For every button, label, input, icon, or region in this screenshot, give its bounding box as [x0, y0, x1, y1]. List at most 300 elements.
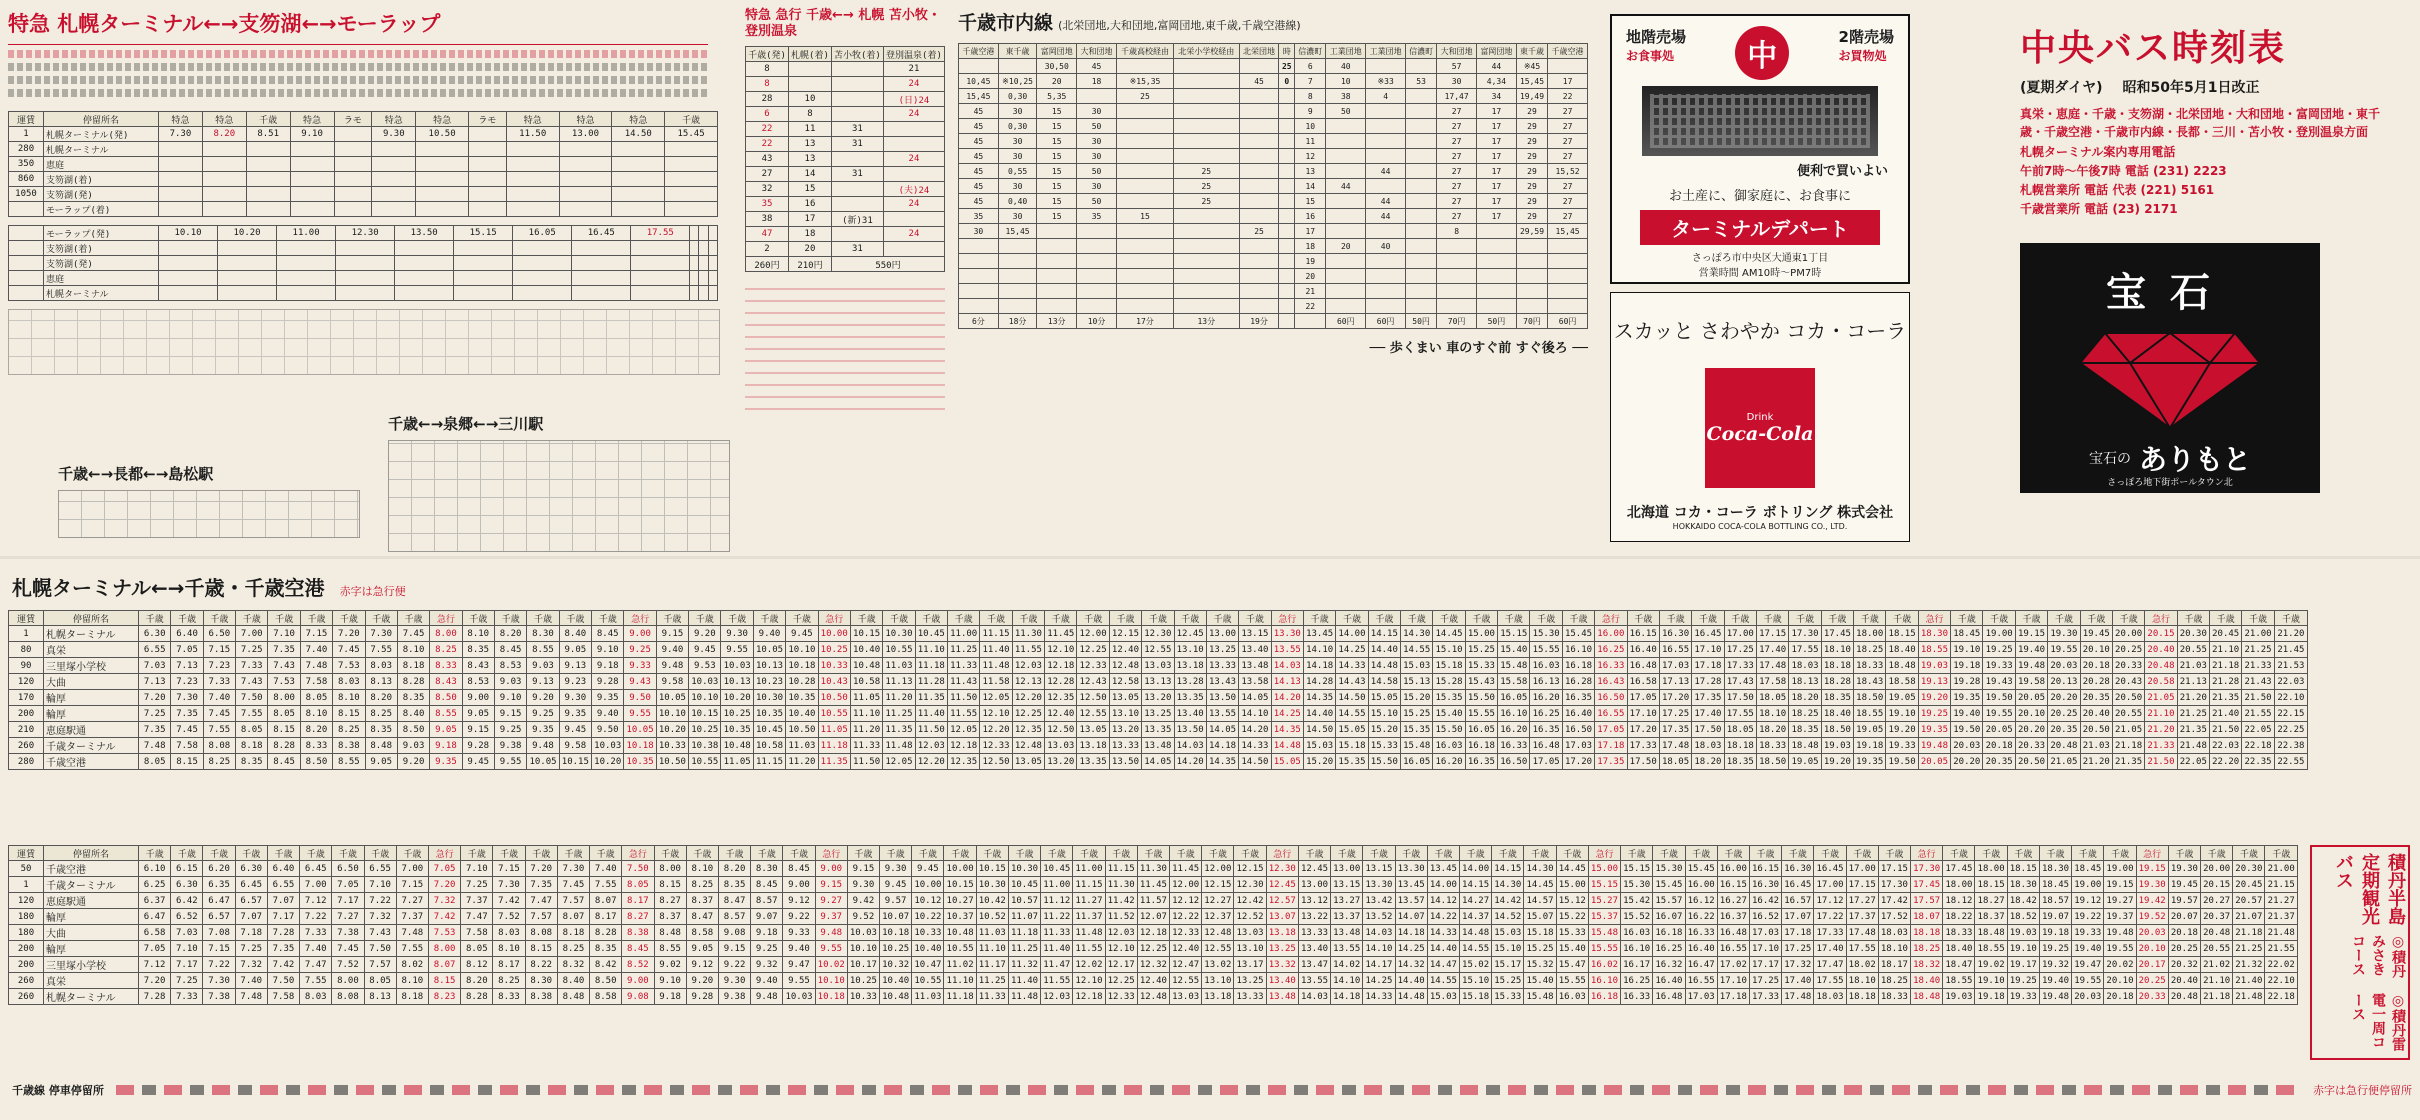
- time-cell: 11.27: [1073, 893, 1105, 909]
- time-cell: 8.18: [396, 989, 428, 1005]
- time-cell: 22.10: [2265, 973, 2298, 989]
- time-cell: 9.35: [430, 754, 462, 770]
- time-cell: 17.05: [1595, 722, 1627, 738]
- time-cell: 8.25: [557, 941, 589, 957]
- time-cell: 7.00: [396, 861, 428, 877]
- time-cell: 18.52: [2007, 909, 2039, 925]
- time-cell: 20.05: [1918, 754, 1950, 770]
- time-cell: 10.40: [912, 941, 944, 957]
- time-cell: 10.57: [1008, 893, 1040, 909]
- time-cell: 21.43: [2242, 674, 2274, 690]
- time-cell: 7.43: [364, 925, 396, 941]
- time-cell: 13.28: [1174, 674, 1206, 690]
- route3-title: 千歳←→長都←→島松駅: [58, 465, 214, 483]
- time-cell: 8.37: [686, 893, 718, 909]
- time-cell: 8.23: [428, 989, 460, 1005]
- time-cell: 14.30: [1524, 861, 1556, 877]
- time-cell: 16.13: [1530, 674, 1562, 690]
- time-cell: 18.50: [1854, 690, 1886, 706]
- time-cell: 9.15: [656, 626, 688, 642]
- time-cell: 8.10: [300, 706, 332, 722]
- time-cell: 7.17: [267, 909, 299, 925]
- time-cell: 8.43: [430, 674, 462, 690]
- time-cell: 16.15: [1749, 861, 1781, 877]
- time-cell: 8.22: [525, 957, 557, 973]
- time-cell: 11.00: [1041, 877, 1073, 893]
- time-cell: 21.50: [2242, 690, 2274, 706]
- time-cell: 6.25: [139, 877, 171, 893]
- time-cell: 16.55: [1717, 941, 1749, 957]
- table-row: 260 真栄 7.20 7.25 7.30 7.40 7.50 7.55 8.00 8.05 8.10 8.15 8.20 8.25 8.30 8.40 8.50 9.00 9.10 9.20 9.30 9.40 9.55 10.10 10.25 10.40 10.55 11.10 11.25 11.40 11.55 12.10 12.25 12.40 12.55 13.10 13.25 13.40 13.55 14.10 14.25 14.40 14.55 15.10 15.25 15.40 15.55 16.10 16.25 16.40 16.55 17.10 17.25 17.40 17.55 18.10 18.25 18.40 18.55 19.10 19.25 19.40 19.55 20.10 20.25 20.40 21.10 21.40 22.10: [9, 973, 2298, 989]
- time-cell: 18.40: [1821, 706, 1853, 722]
- time-cell: 12.33: [1077, 658, 1109, 674]
- time-cell: 19.48: [2015, 658, 2047, 674]
- time-cell: 21.18: [2233, 925, 2265, 941]
- time-cell: 12.55: [1202, 941, 1234, 957]
- time-cell: 7.37: [396, 909, 428, 925]
- time-cell: 20.43: [2112, 674, 2144, 690]
- table-row: 10,45 ※10,25 20 18 ※15,35 45 0 7 10 ※33 53 30 4,34 15,45 17: [959, 74, 1588, 89]
- time-cell: 13.45: [1427, 861, 1459, 877]
- time-cell: 17.32: [1782, 957, 1814, 973]
- time-cell: 7.45: [397, 626, 429, 642]
- time-cell: 15.02: [1459, 957, 1491, 973]
- col-4: 特急: [290, 112, 334, 127]
- time-cell: 9.38: [718, 989, 750, 1005]
- time-cell: 17.40: [1782, 973, 1814, 989]
- time-cell: 10.10: [847, 941, 879, 957]
- time-cell: 7.33: [300, 925, 332, 941]
- time-cell: 17.55: [1846, 941, 1878, 957]
- time-cell: 7.32: [235, 957, 267, 973]
- time-cell: 8.10: [333, 690, 365, 706]
- trip-header: 千歳: [1234, 846, 1266, 861]
- trip-header: 千歳: [1427, 846, 1459, 861]
- time-cell: 8.15: [654, 877, 686, 893]
- time-cell: 12.18: [947, 738, 979, 754]
- dept-address: さっぽろ市中央区大通東1丁目: [1691, 253, 1829, 264]
- time-cell: 8.10: [397, 642, 429, 658]
- time-cell: 8.15: [525, 941, 557, 957]
- dept-slogan2: お土産に、御家庭に、お食事に: [1668, 189, 1851, 204]
- time-cell: 13.20: [1142, 690, 1174, 706]
- time-cell: 16.18: [1562, 658, 1594, 674]
- time-cell: 17.33: [1814, 925, 1846, 941]
- time-cell: 10.27: [944, 893, 976, 909]
- time-cell: 9.45: [912, 861, 944, 877]
- trip-header: 千歳: [1556, 846, 1588, 861]
- time-cell: 14.28: [1303, 674, 1335, 690]
- time-cell: 7.27: [396, 893, 428, 909]
- time-cell: 17.40: [1692, 706, 1724, 722]
- time-cell: 7.45: [171, 722, 203, 738]
- time-cell: 9.10: [654, 973, 686, 989]
- time-cell: 18.48: [1911, 989, 1943, 1005]
- time-cell: 12.35: [1045, 690, 1077, 706]
- cover-info-label: 札幌ターミナル案内専用電話: [2020, 145, 2176, 159]
- time-cell: 12.18: [1137, 925, 1169, 941]
- time-cell: 18.12: [1943, 893, 1975, 909]
- time-cell: 18.20: [1692, 754, 1724, 770]
- time-cell: 19.55: [1983, 706, 2015, 722]
- time-cell: 13.27: [1331, 893, 1363, 909]
- time-cell: 10.48: [880, 989, 912, 1005]
- time-cell: 12.07: [1137, 909, 1169, 925]
- time-cell: 11.20: [786, 754, 818, 770]
- time-cell: 12.48: [1137, 989, 1169, 1005]
- time-cell: 13.32: [1266, 957, 1298, 973]
- time-cell: 14.40: [1303, 706, 1335, 722]
- time-cell: 19.00: [1983, 626, 2015, 642]
- time-cell: 21.32: [2233, 957, 2265, 973]
- time-cell: 9.23: [559, 674, 591, 690]
- trip-header: 千歳: [1239, 611, 1271, 626]
- time-cell: 14.50: [1239, 754, 1271, 770]
- time-cell: 12.43: [1077, 674, 1109, 690]
- sightseeing-title: 積丹半島定期観光バス: [2333, 853, 2406, 925]
- time-cell: 18.40: [1886, 642, 1918, 658]
- route2-table: [388, 440, 730, 552]
- time-cell: 17.30: [1878, 877, 1910, 893]
- footer-left: 千歳線 停車停留所: [12, 1084, 104, 1097]
- coke-company: 北海道 コカ・コーラ ボトリング 株式会社: [1626, 505, 1894, 521]
- time-cell: 7.58: [300, 674, 332, 690]
- time-cell: 20.25: [2112, 642, 2144, 658]
- time-cell: 6.15: [171, 861, 203, 877]
- time-cell: 8.55: [654, 941, 686, 957]
- time-cell: 12.02: [1073, 957, 1105, 973]
- time-cell: 7.35: [268, 642, 300, 658]
- trip-header: 千歳: [980, 611, 1012, 626]
- time-cell: 8.25: [493, 973, 525, 989]
- time-cell: 13.37: [1331, 909, 1363, 925]
- table-row: 1050 支笏湖(発): [9, 187, 718, 202]
- table-row: 47 18 24: [746, 227, 945, 242]
- time-cell: 11.10: [915, 642, 947, 658]
- time-cell: 14.43: [1336, 674, 1368, 690]
- footer-right: 赤字は急行便停留所: [2313, 1084, 2412, 1097]
- time-cell: 14.10: [1331, 973, 1363, 989]
- cover-office1: 札幌営業所 電話 代表 (221) 5161: [2020, 183, 2215, 197]
- time-cell: 20.40: [2080, 706, 2112, 722]
- time-cell: 17.58: [1756, 674, 1788, 690]
- time-cell: 15.22: [1556, 909, 1588, 925]
- time-cell: 13.47: [1298, 957, 1330, 973]
- trip-header: 千歳: [268, 611, 300, 626]
- time-cell: 6.35: [203, 877, 235, 893]
- time-cell: 7.15: [396, 877, 428, 893]
- time-cell: 8.10: [686, 861, 718, 877]
- cover-office2: 千歳営業所 電話 (23) 2171: [2020, 202, 2178, 216]
- time-cell: 14.35: [1303, 690, 1335, 706]
- time-cell: 14.00: [1459, 861, 1491, 877]
- time-cell: 15.18: [1459, 989, 1491, 1005]
- time-cell: 7.15: [493, 861, 525, 877]
- time-cell: 22.20: [2210, 754, 2242, 770]
- time-cell: 7.28: [267, 925, 299, 941]
- trip-header: 千歳: [1524, 846, 1556, 861]
- time-cell: 20.28: [2080, 674, 2112, 690]
- trip-header: 千歳: [1854, 611, 1886, 626]
- time-cell: 11.20: [883, 690, 915, 706]
- time-cell: 17.17: [1749, 957, 1781, 973]
- time-cell: 20.18: [1983, 738, 2015, 754]
- time-cell: 22.05: [2177, 754, 2209, 770]
- time-cell: 11.03: [786, 738, 818, 754]
- time-cell: 14.45: [1433, 626, 1465, 642]
- time-cell: 15.15: [1498, 626, 1530, 642]
- time-cell: 13.07: [1266, 909, 1298, 925]
- time-cell: 19.35: [1951, 690, 1983, 706]
- trip-header: 千歳: [171, 846, 203, 861]
- time-cell: 8.35: [590, 941, 622, 957]
- trip-header: 千歳: [2007, 846, 2039, 861]
- time-cell: 11.37: [1073, 909, 1105, 925]
- time-cell: 20.05: [2015, 690, 2047, 706]
- trip-header: 千歳: [396, 846, 428, 861]
- time-cell: 13.03: [1170, 989, 1202, 1005]
- time-cell: 16.50: [1498, 754, 1530, 770]
- time-cell: 20.27: [2201, 893, 2233, 909]
- time-cell: 10.05: [656, 690, 688, 706]
- time-cell: 7.48: [139, 738, 171, 754]
- time-cell: 14.15: [1492, 861, 1524, 877]
- time-cell: 17.35: [1692, 690, 1724, 706]
- time-cell: 10.55: [689, 754, 721, 770]
- time-cell: 18.03: [1878, 925, 1910, 941]
- time-cell: 19.37: [2104, 909, 2136, 925]
- time-cell: 6.50: [332, 861, 364, 877]
- time-cell: 14.02: [1331, 957, 1363, 973]
- time-cell: 22.55: [2274, 754, 2307, 770]
- time-cell: 16.40: [1653, 973, 1685, 989]
- time-cell: 9.20: [689, 626, 721, 642]
- time-cell: 17.43: [1724, 674, 1756, 690]
- table-row: 19: [959, 254, 1588, 269]
- time-cell: 12.40: [1109, 642, 1141, 658]
- fare-row: 6分 18分 13分 10分 17分 13分 19分 60円 60円 50円 70円 50円 70円 60円: [959, 314, 1588, 329]
- time-cell: 19.25: [1918, 706, 1950, 722]
- time-cell: 21.28: [2210, 674, 2242, 690]
- time-cell: 10.00: [944, 861, 976, 877]
- time-cell: 14.17: [1363, 957, 1395, 973]
- time-cell: 20.40: [2168, 973, 2200, 989]
- trip-header: 千歳: [1045, 611, 1077, 626]
- time-cell: 7.20: [139, 690, 171, 706]
- time-cell: 19.20: [1886, 722, 1918, 738]
- time-cell: 12.32: [1137, 957, 1169, 973]
- time-cell: 15.12: [1556, 893, 1588, 909]
- time-cell: 14.45: [1524, 877, 1556, 893]
- time-cell: 10.45: [1041, 861, 1073, 877]
- time-cell: 14.05: [1206, 722, 1238, 738]
- time-cell: 7.35: [139, 722, 171, 738]
- time-cell: 13.50: [1174, 722, 1206, 738]
- time-cell: 15.03: [1303, 738, 1335, 754]
- time-cell: 18.45: [1951, 626, 1983, 642]
- time-cell: 7.53: [333, 658, 365, 674]
- time-cell: 11.05: [818, 722, 850, 738]
- cover-season: (夏期ダイヤ): [2020, 80, 2103, 96]
- time-cell: 18.50: [1756, 754, 1788, 770]
- time-cell: 7.15: [203, 642, 235, 658]
- time-cell: 7.32: [428, 893, 460, 909]
- time-cell: 18.33: [1756, 738, 1788, 754]
- table-row: 43 13 24: [746, 152, 945, 167]
- trip-header: 千歳: [1077, 611, 1109, 626]
- time-cell: 14.05: [1239, 690, 1271, 706]
- time-cell: 7.57: [557, 893, 589, 909]
- time-cell: 17.18: [1717, 989, 1749, 1005]
- time-cell: 10.20: [592, 754, 624, 770]
- trip-header: 急行: [1271, 611, 1303, 626]
- trip-header: 千歳: [847, 846, 879, 861]
- time-cell: 17.48: [1846, 925, 1878, 941]
- time-cell: 18.35: [1821, 690, 1853, 706]
- table-row: 35 16 24: [746, 197, 945, 212]
- table-row: 30,50 45 25 6 40 57 44 ※45: [959, 59, 1588, 74]
- time-cell: 16.37: [1717, 909, 1749, 925]
- time-cell: 13.18: [1266, 925, 1298, 941]
- time-cell: 7.30: [203, 973, 235, 989]
- time-cell: 13.05: [1012, 754, 1044, 770]
- trip-header: 千歳: [2080, 611, 2112, 626]
- time-cell: 9.45: [462, 754, 494, 770]
- time-cell: 10.13: [721, 674, 753, 690]
- time-cell: 16.30: [1659, 626, 1691, 642]
- time-cell: 7.10: [171, 941, 203, 957]
- time-cell: 11.55: [1041, 973, 1073, 989]
- time-cell: 11.15: [753, 754, 785, 770]
- time-cell: 8.28: [268, 738, 300, 754]
- time-cell: 21.27: [2265, 893, 2298, 909]
- time-cell: 7.43: [268, 658, 300, 674]
- time-cell: 20.18: [2168, 925, 2200, 941]
- trip-header: 千歳: [300, 611, 332, 626]
- time-cell: 12.10: [1105, 941, 1137, 957]
- time-cell: 15.40: [1556, 941, 1588, 957]
- time-cell: 15.33: [1556, 925, 1588, 941]
- time-cell: 17.12: [1814, 893, 1846, 909]
- time-cell: 21.25: [2177, 706, 2209, 722]
- time-cell: 8.00: [332, 973, 364, 989]
- time-cell: 19.52: [2136, 909, 2168, 925]
- time-cell: 9.37: [815, 909, 847, 925]
- sightseeing-ad: [2310, 845, 2410, 1060]
- time-cell: 19.22: [2072, 909, 2104, 925]
- time-cell: 10.18: [624, 738, 656, 754]
- time-cell: 11.35: [915, 690, 947, 706]
- time-cell: 16.22: [1685, 909, 1717, 925]
- trip-header: 千歳: [2201, 846, 2233, 861]
- time-cell: 8.48: [557, 989, 589, 1005]
- trip-header: 急行: [622, 846, 654, 861]
- time-cell: 18.55: [1943, 973, 1975, 989]
- time-cell: 12.50: [980, 754, 1012, 770]
- time-cell: 21.33: [2242, 658, 2274, 674]
- time-cell: 18.10: [1821, 642, 1853, 658]
- trip-header: 千歳: [2039, 846, 2071, 861]
- time-cell: 11.07: [1008, 909, 1040, 925]
- time-cell: 17.25: [1782, 941, 1814, 957]
- trip-header: 千歳: [557, 846, 589, 861]
- time-cell: 10.20: [721, 690, 753, 706]
- table-row: 28 10 (日)24: [746, 92, 945, 107]
- table-row: 860 支笏湖(着): [9, 172, 718, 187]
- time-cell: 20.25: [2136, 973, 2168, 989]
- time-cell: 7.48: [300, 658, 332, 674]
- table-row: 8 21: [746, 62, 945, 77]
- table-row: 280 千歳空港 8.05 8.15 8.25 8.35 8.45 8.50 8.55 9.05 9.20 9.35 9.45 9.55 10.05 10.15 10.20 10.35 10.50 10.55 11.05 11.15 11.20 11.35 11.50 12.05 12.20 12.35 12.50 13.05 13.20 13.35 13.50 14.05 14.20 14.35 14.50 15.05 15.20 15.35 15.50 16.05 16.20 16.35 16.50 17.05 17.20 17.35 17.50 18.05 18.20 18.35 18.50 19.05 19.20 19.35 19.50 20.05 20.20 20.35 20.50 21.05 21.20 21.35 21.50 22.05 22.20 22.35 22.55: [9, 754, 2308, 770]
- time-cell: 9.10: [592, 642, 624, 658]
- time-cell: 10.37: [944, 909, 976, 925]
- time-cell: 13.17: [1234, 957, 1266, 973]
- time-cell: 10.55: [912, 973, 944, 989]
- time-cell: 9.35: [559, 706, 591, 722]
- time-cell: 10.33: [912, 925, 944, 941]
- time-cell: 7.20: [139, 973, 171, 989]
- coke-slogan: スカッと さわやか コカ・コーラ: [1613, 319, 1907, 343]
- time-cell: 9.25: [494, 722, 526, 738]
- time-cell: 16.18: [1465, 738, 1497, 754]
- time-cell: 11.22: [1041, 909, 1073, 925]
- time-cell: 10.50: [818, 690, 850, 706]
- time-cell: 13.00: [1298, 877, 1330, 893]
- time-cell: 20.13: [2048, 674, 2080, 690]
- trip-header: 千歳: [1174, 611, 1206, 626]
- time-cell: 14.00: [1336, 626, 1368, 642]
- time-cell: 15.00: [1465, 626, 1497, 642]
- trip-header: 千歳: [300, 846, 332, 861]
- time-cell: 9.40: [656, 642, 688, 658]
- shikotsu-table-up: [8, 225, 718, 301]
- time-cell: 17.02: [1717, 957, 1749, 973]
- time-cell: 8.55: [333, 754, 365, 770]
- time-cell: 21.18: [2201, 989, 2233, 1005]
- time-cell: 12.25: [1012, 706, 1044, 722]
- trip-header: 千歳: [1303, 611, 1335, 626]
- time-cell: 10.40: [880, 973, 912, 989]
- time-cell: 8.53: [462, 674, 494, 690]
- time-cell: 16.15: [1627, 626, 1659, 642]
- trip-header: 千歳: [1170, 846, 1202, 861]
- time-cell: 9.50: [624, 690, 656, 706]
- table-row: 22 11 31: [746, 122, 945, 137]
- time-cell: 8.05: [461, 941, 493, 957]
- time-cell: 14.22: [1427, 909, 1459, 925]
- trip-header: 千歳: [654, 846, 686, 861]
- time-cell: 11.17: [976, 957, 1008, 973]
- time-cell: 7.30: [365, 626, 397, 642]
- trip-header: 急行: [1266, 846, 1298, 861]
- time-cell: 21.48: [2177, 738, 2209, 754]
- time-cell: 19.42: [2136, 893, 2168, 909]
- trip-header: 千歳: [2048, 611, 2080, 626]
- time-cell: 10.47: [912, 957, 944, 973]
- jewel-sub: 宝石の: [2088, 451, 2131, 467]
- time-cell: 13.55: [1271, 642, 1303, 658]
- time-cell: 19.10: [1975, 973, 2007, 989]
- time-cell: 15.30: [1530, 626, 1562, 642]
- time-cell: 8.52: [622, 957, 654, 973]
- time-cell: 17.03: [1659, 658, 1691, 674]
- time-cell: 17.52: [1878, 909, 1910, 925]
- time-cell: 10.35: [721, 722, 753, 738]
- time-cell: 7.15: [300, 626, 332, 642]
- time-cell: 7.47: [461, 909, 493, 925]
- time-cell: 20.00: [2201, 861, 2233, 877]
- time-cell: 13.55: [1298, 973, 1330, 989]
